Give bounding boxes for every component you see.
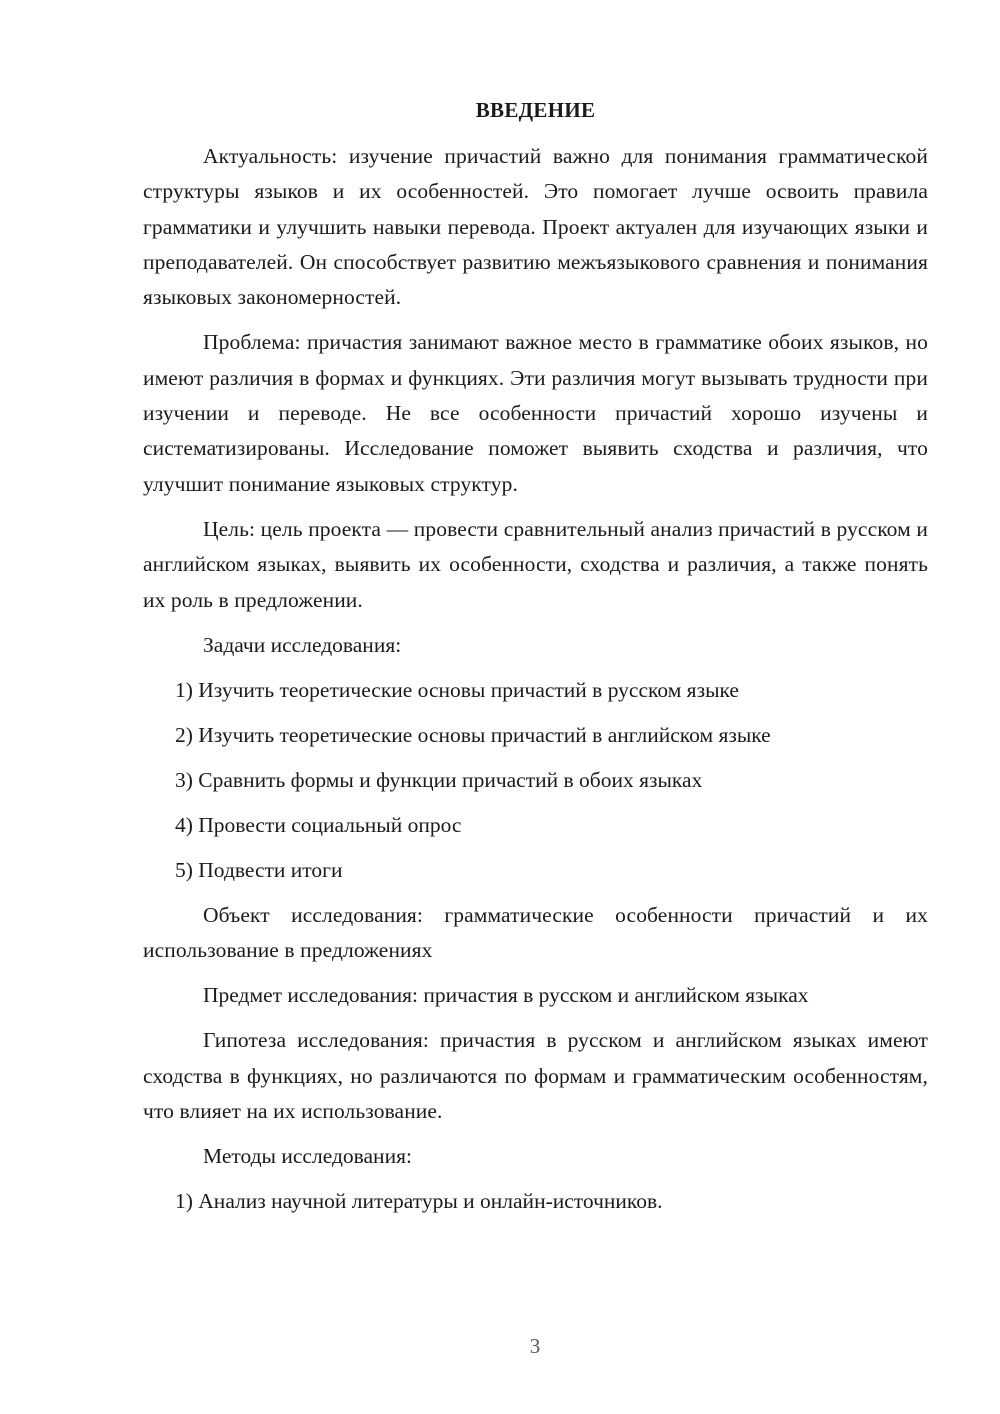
list-item: 3) Сравнить формы и функции причастий в обоих языках: [175, 767, 703, 792]
hypothesis-paragraph: Гипотеза исследования: причастия в русском и английском языках имеют сходства в функциях, но различаются по формам и грамматическим особенностям, что влияет на их использование.: [143, 1028, 928, 1124]
object-paragraph: Объект исследования: грамматические особенности причастий и их использование в предложениях: [143, 902, 928, 963]
page-title: ВВЕДЕНИЕ: [475, 98, 596, 122]
tasks-list: [143, 673, 928, 888]
list-item: 1) Изучить теоретические основы причастий в русском языке: [175, 677, 739, 702]
list-item: 4) Провести социальный опрос: [175, 812, 462, 837]
document-page: [143, 93, 928, 1229]
list-item: 2) Изучить теоретические основы причастий в английском языке: [175, 722, 771, 747]
list-item: 1) Анализ научной литературы и онлайн-источников.: [175, 1189, 663, 1214]
list-item: 5) Подвести итоги: [175, 857, 343, 882]
tasks-heading: Задачи исследования:: [203, 632, 402, 657]
page-number: 3: [529, 1334, 541, 1358]
problem-paragraph: Проблема: причастия занимают важное место в грамматике обоих языков, но имеют различия в формах и функциях. Эти различия могут вызывать трудности при изучении и переводе. Не все особенности причастий хорошо изучены и систематизированы. Исследование поможет выявить сходства и различия, что улучшит понимание языковых структур.: [143, 330, 928, 496]
methods-list: [143, 1184, 928, 1219]
relevance-paragraph: Актуальность: изучение причастий важно для понимания грамматической структуры языков и их особенностей. Это помогает лучше освоить правила грамматики и улучшить навыки перевода. Проект актуален для изучающих языки и преподавателей. Он способствует развитию межъязыкового сравнения и понимания языковых закономерностей.: [143, 144, 928, 310]
methods-heading: Методы исследования:: [203, 1144, 412, 1169]
subject-paragraph: Предмет исследования: причастия в русском и английском языках: [203, 983, 809, 1008]
goal-paragraph: Цель: цель проекта — провести сравнительный анализ причастий в русском и английском языках, выявить их особенности, сходства и различия, а также понять их роль в предложении.: [143, 516, 928, 612]
